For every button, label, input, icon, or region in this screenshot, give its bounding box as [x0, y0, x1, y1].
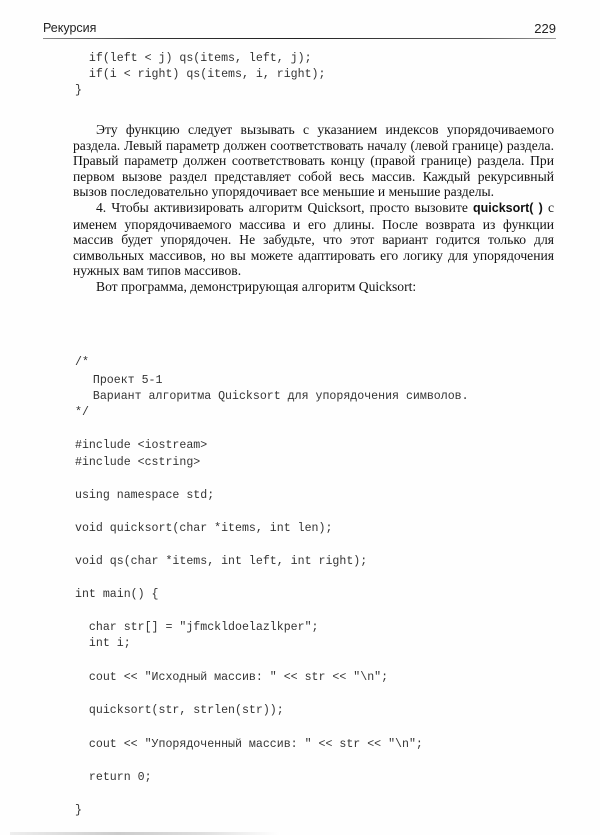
paragraph-step-4	[73, 200, 554, 279]
chapter-title: Рекурсия	[43, 21, 97, 35]
code-comment-line: Проект 5-1	[72, 374, 163, 387]
code-comment-close: */	[75, 406, 89, 419]
code-line: if(i < right) qs(items, i, right);	[75, 68, 326, 81]
code-include: #include <iostream>	[75, 439, 208, 452]
code-line: quicksort(str, strlen(str));	[75, 704, 284, 717]
paragraph: Вот программа, демонстрирующая алгоритм Quicksort:	[96, 278, 417, 294]
code-comment-open: /*	[75, 356, 89, 369]
code-line: return 0;	[75, 771, 152, 784]
function-name-bold: quicksort( )	[473, 200, 543, 215]
code-main-open: int main() {	[75, 588, 159, 601]
code-line: cout << "Исходный массив: " << str << "\n";	[75, 671, 389, 684]
code-using: using namespace std;	[75, 489, 215, 502]
code-line: if(left < j) qs(items, left, j);	[75, 52, 312, 65]
page-number: 229	[534, 21, 556, 36]
code-line: int i;	[75, 637, 131, 650]
code-include: #include <cstring>	[75, 456, 201, 469]
code-line: cout << "Упорядоченный массив: " << str << "\n";	[75, 738, 423, 751]
code-prototype: void quicksort(char *items, int len);	[75, 522, 333, 535]
paragraph: Эту функцию следует вызывать с указанием индексов упорядочиваемого раздела. Левый параметр должен соответствовать началу (левой границе) раздела. Правый параметр должен соответствовать концу (правой границе) раздела. При первом вызове раздел представляет собой весь массив. Каждый рекурсивный вызов последовательно упорядочивает все меньшие и меньшие разделы.	[73, 122, 554, 200]
code-prototype: void qs(char *items, int left, int right);	[75, 555, 368, 568]
code-comment-line: Вариант алгоритма Quicksort для упорядочения символов.	[72, 390, 469, 403]
paragraph-text: с именем упорядочиваемого массива и его длины. После возврата из функции массив будет упорядочен. Не забудьте, что этот вариант годится только для символьных массивов, но вы можете адаптировать его логику для упорядочения нужных вам типов массивов.	[73, 199, 555, 279]
paragraph-text: 4. Чтобы активизировать алгоритм Quicksort, просто вызовите	[96, 199, 474, 215]
running-header	[43, 21, 556, 39]
code-line: char str[] = "jfmckldoelazlkper";	[75, 621, 319, 634]
header-divider	[43, 38, 556, 39]
code-line: }	[75, 84, 82, 97]
body-text	[73, 122, 554, 295]
code-main-close: }	[75, 804, 82, 817]
